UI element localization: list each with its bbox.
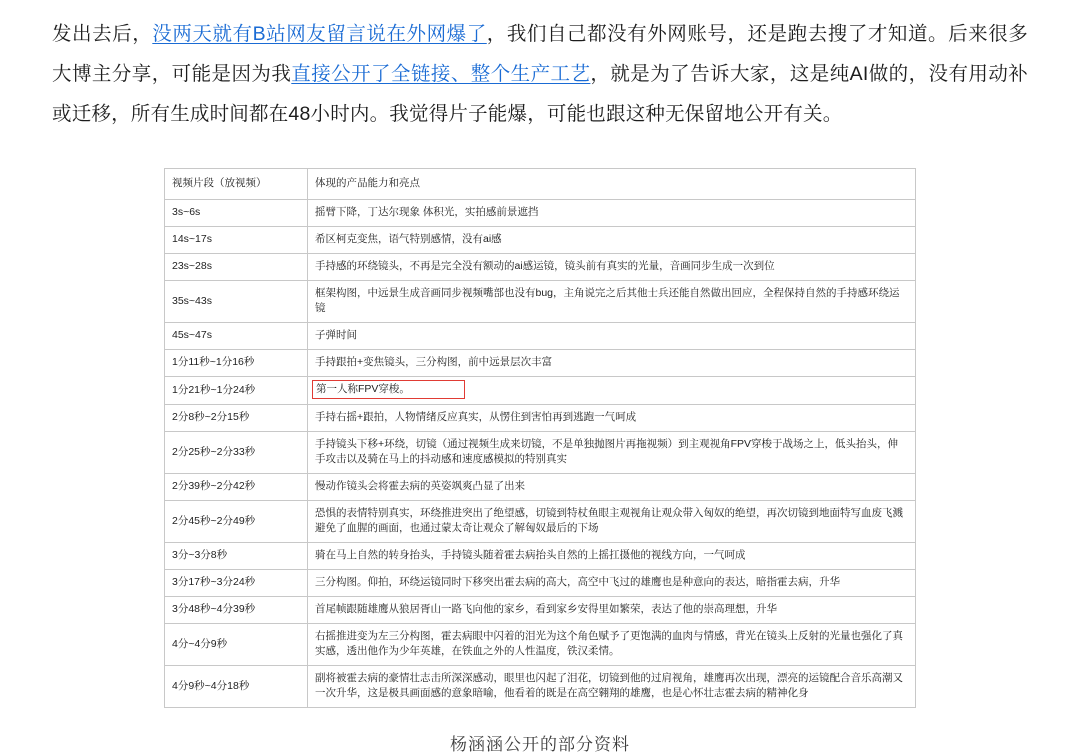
cell-description: 手持右摇+跟拍，人物情绪反应真实，从愣住到害怕再到逃跑一气呵成 — [308, 405, 916, 432]
cell-time: 4分9秒~4分18秒 — [165, 666, 308, 708]
cell-description: 副将被霍去病的豪情壮志击所深深感动，眼里也闪起了泪花，切镜到他的过肩视角，雄鹰再次出现，漂亮的运镜配合音乐高潮又一次升华，这是极具画面感的意象暗喻，他看着的既是在高空翱翔的雄鹰，也是心怀壮志霍去病的精神化身 — [308, 666, 916, 708]
cell-time: 14s~17s — [165, 227, 308, 254]
cell-time: 1分11秒~1分16秒 — [165, 350, 308, 377]
cell-time: 2分25秒~2分33秒 — [165, 432, 308, 474]
cell-time: 23s~28s — [165, 254, 308, 281]
text-run-2-link[interactable]: 没两天就有B站网友留言说在外网爆了 — [152, 23, 487, 45]
cell-time: 3s~6s — [165, 200, 308, 227]
article-body — [0, 0, 1080, 134]
table-row — [165, 666, 916, 708]
cell-description: 慢动作镜头会将霍去病的英姿飒爽凸显了出来 — [308, 474, 916, 501]
table-row — [165, 570, 916, 597]
table-row — [165, 254, 916, 281]
table-row — [165, 227, 916, 254]
cell-time: 3分48秒~4分39秒 — [165, 597, 308, 624]
table-row — [165, 432, 916, 474]
cell-description: 手持感的环绕镜头，不再是完全没有额动的ai感运镜，镜头前有真实的光量，音画同步生成一次到位 — [308, 254, 916, 281]
cell-description: 恐惧的表情特别真实，环绕推进突出了绝望感，切镜到特杖鱼眼主观视角让观众带入匈奴的绝望，再次切镜到地面特写血废飞溅避免了血腥的画面，也通过蒙太奇让观众了解匈奴最后的下场 — [308, 501, 916, 543]
table-row — [165, 377, 916, 405]
cell-description: 摇臂下降，丁达尔现象 体积光，实拍感前景遮挡 — [308, 200, 916, 227]
cell-description — [308, 377, 916, 405]
cell-description: 希区柯克变焦，语气特别感情，没有ai感 — [308, 227, 916, 254]
table-row — [165, 543, 916, 570]
cell-description: 右摇推进变为左三分构图，霍去病眼中闪着的泪光为这个角色赋予了更饱满的血肉与情感，背光在镜头上反射的光量也强化了真实感，透出他作为少年英雄，在铁血之外的人性温度，铁汉柔情。 — [308, 624, 916, 666]
cell-time: 45s~47s — [165, 323, 308, 350]
table-header-row — [165, 169, 916, 200]
column-header-time: 视频片段（放视频） — [165, 169, 308, 200]
table-row — [165, 281, 916, 323]
spec-table-container — [164, 168, 916, 708]
cell-time: 35s~43s — [165, 281, 308, 323]
highlighted-description: 第一人称FPV穿梭。 — [312, 380, 465, 399]
cell-description: 框架构图，中远景生成音画同步视频嘴部也没有bug，主角说完之后其他士兵还能自然做出回应，全程保持自然的手持感环绕运镜 — [308, 281, 916, 323]
table-row — [165, 200, 916, 227]
cell-time: 4分~4分9秒 — [165, 624, 308, 666]
cell-time: 2分45秒~2分49秒 — [165, 501, 308, 543]
table-row — [165, 501, 916, 543]
cell-description: 首尾帧跟随雄鹰从狼居胥山一路飞向他的家乡，看到家乡安得里如繁荣，表达了他的崇高理想，升华 — [308, 597, 916, 624]
spec-table — [164, 168, 916, 708]
cell-description: 手持跟拍+变焦镜头，三分构图，前中远景层次丰富 — [308, 350, 916, 377]
table-row — [165, 350, 916, 377]
cell-description: 骑在马上自然的转身抬头，手持镜头随着霍去病抬头自然的上摇扛摄他的视线方向，一气呵成 — [308, 543, 916, 570]
cell-description: 手持镜头下移+环绕，切镜（通过视频生成来切镜，不是单独抛图片再拖视频）到主观视角FPV穿梭于战场之上，低头抬头，伸手攻击以及骑在马上的抖动感和速度感模拟的特别真实 — [308, 432, 916, 474]
figure-caption: 杨涵涵公开的部分资料 — [450, 735, 630, 754]
cell-description: 三分构图。仰拍，环绕运镜同时下移突出霍去病的高大，高空中飞过的雄鹰也是种意向的表达，暗指霍去病，升华 — [308, 570, 916, 597]
cell-description: 子弹时间 — [308, 323, 916, 350]
cell-time: 2分39秒~2分42秒 — [165, 474, 308, 501]
cell-time: 2分8秒~2分15秒 — [165, 405, 308, 432]
table-row — [165, 405, 916, 432]
table-row — [165, 597, 916, 624]
text-run-1: 发出去后， — [52, 23, 153, 45]
table-row — [165, 624, 916, 666]
column-header-desc: 体现的产品能力和亮点 — [308, 169, 916, 200]
cell-time: 1分21秒~1分24秒 — [165, 377, 308, 405]
text-run-3: ，我们自己都没有外网账号，还是跑去搜了才知道。后来很多大博主分享，可能是因为我 — [52, 23, 1028, 85]
cell-time: 3分~3分8秒 — [165, 543, 308, 570]
paragraph-1 — [52, 14, 1028, 134]
cell-time: 3分17秒~3分24秒 — [165, 570, 308, 597]
text-run-4-link[interactable]: 直接公开了全链接、整个生产工艺 — [291, 63, 591, 85]
text-run-5: ，就是为了告诉大家，这是纯AI做的，没有用动补或迁移，所有生成时间都在48小时内。我觉得片子能爆，可能也跟这种无保留地公开有关。 — [52, 63, 1028, 125]
table-row — [165, 474, 916, 501]
table-row — [165, 323, 916, 350]
